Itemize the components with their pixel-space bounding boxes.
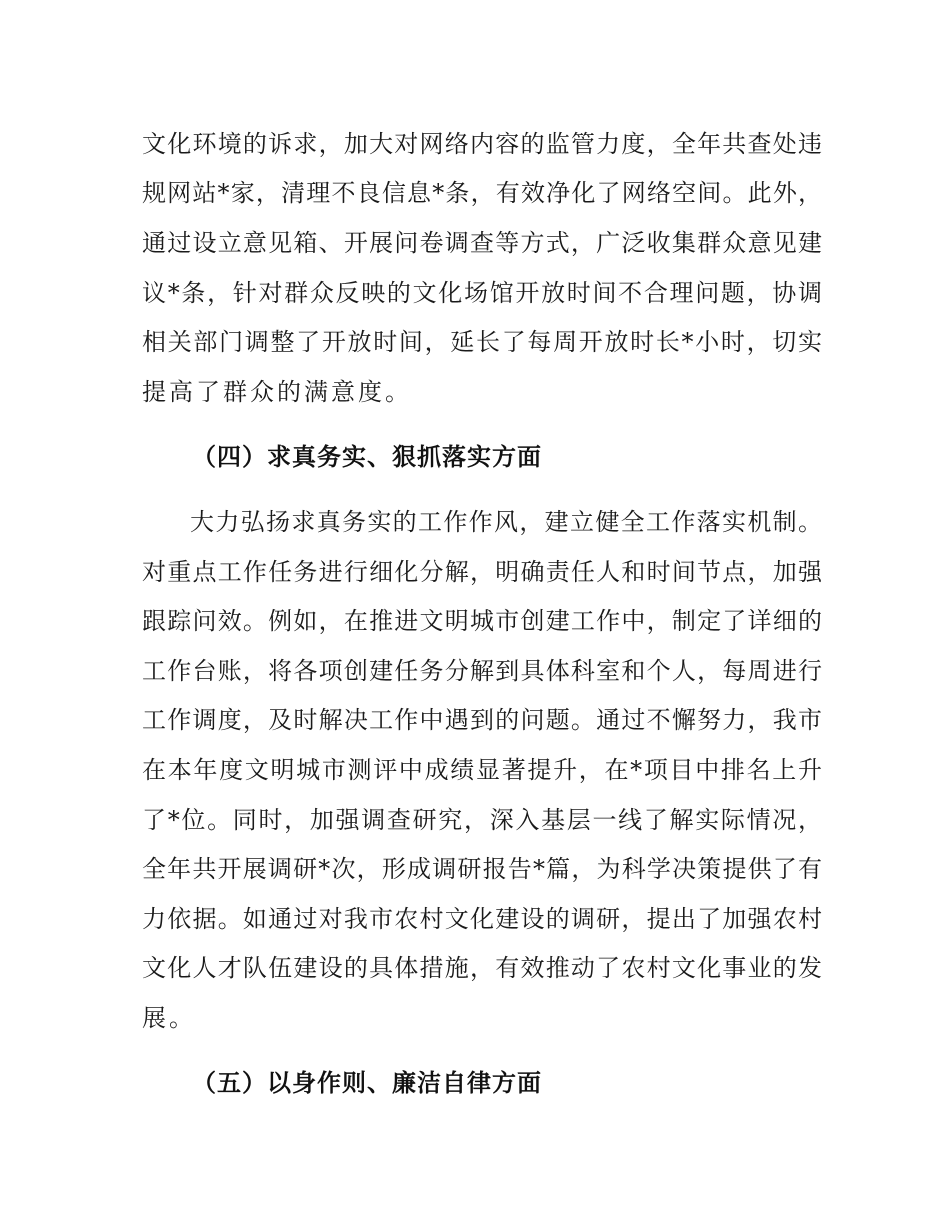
paragraph-2-line-5: 工作调度，及时解决工作中遇到的问题。通过不懈努力，我市 (142, 706, 822, 734)
paragraph-1-line-5: 相关部门调整了开放时间，延长了每周开放时长*小时，切实 (142, 328, 822, 356)
paragraph-2-line-3: 跟踪问效。例如，在推进文明城市创建工作中，制定了详细的 (142, 607, 822, 635)
paragraph-1-line-2: 规网站*家，清理不良信息*条，有效净化了网络空间。此外， (142, 179, 822, 207)
paragraph-2-line-9: 力依据。如通过对我市农村文化建设的调研，提出了加强农村 (142, 905, 822, 933)
paragraph-2-line-1: 大力弘扬求真务实的工作作风，建立健全工作落实机制。 (190, 508, 822, 536)
paragraph-1-line-3: 通过设立意见箱、开展问卷调查等方式，广泛收集群众意见建 (142, 229, 822, 257)
paragraph-1-line-4: 议*条，针对群众反映的文化场馆开放时间不合理问题，协调 (142, 279, 822, 307)
paragraph-2-line-7: 了*位。同时，加强调查研究，深入基层一线了解实际情况， (142, 806, 822, 834)
paragraph-2-line-6: 在本年度文明城市测评中成绩显著提升，在*项目中排名上升 (142, 756, 822, 784)
section-heading-5: （五）以身作则、廉洁自律方面 (192, 1069, 542, 1097)
paragraph-1-line-6: 提高了群众的满意度。 (142, 378, 412, 406)
paragraph-2-line-2: 对重点工作任务进行细化分解，明确责任人和时间节点，加强 (142, 558, 822, 586)
paragraph-2-line-10: 文化人才队伍建设的具体措施，有效推动了农村文化事业的发 (142, 954, 822, 982)
section-heading-4: （四）求真务实、狠抓落实方面 (192, 443, 542, 471)
paragraph-2-line-11: 展。 (142, 1004, 196, 1032)
paragraph-2-line-4: 工作台账，将各项创建任务分解到具体科室和个人，每周进行 (142, 657, 822, 685)
paragraph-1-line-1: 文化环境的诉求，加大对网络内容的监管力度，全年共查处违 (142, 130, 822, 158)
paragraph-2-line-8: 全年共开展调研*次，形成调研报告*篇，为科学决策提供了有 (142, 855, 822, 883)
